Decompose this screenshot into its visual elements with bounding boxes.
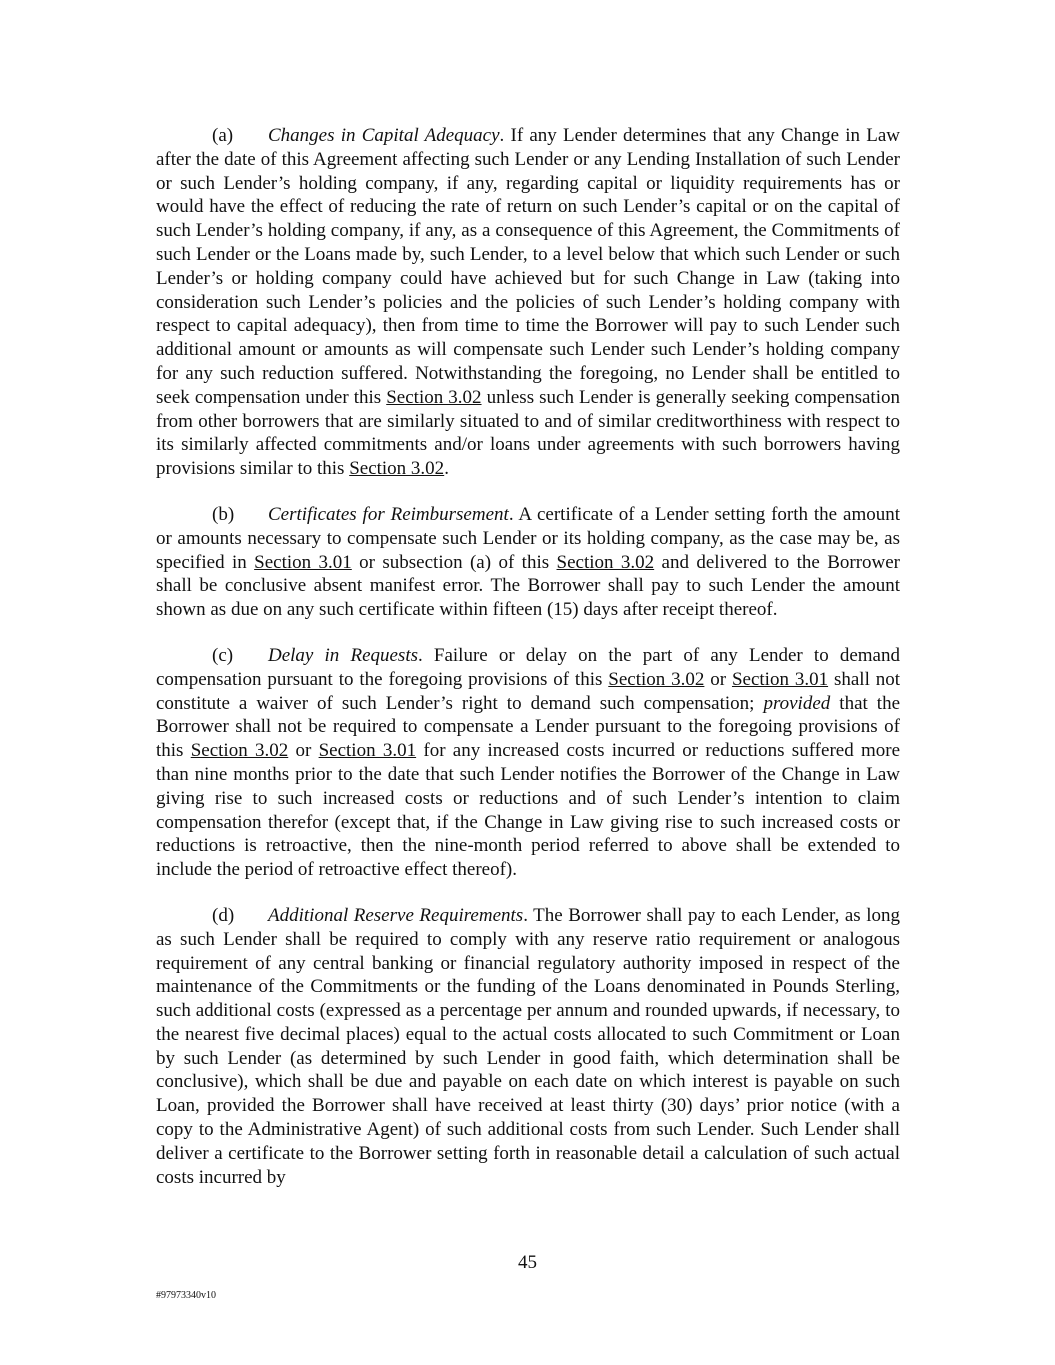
document-id: #97973340v10 (156, 1290, 216, 1301)
section-label: (a) (212, 125, 234, 146)
italic-term: provided (763, 692, 831, 714)
section-label: (b) (212, 503, 235, 525)
section-a-paragraph (156, 124, 900, 481)
section-label: (c) (212, 644, 234, 666)
section-label: (d) (212, 904, 235, 926)
section-title: Certificates for Reimbursement (268, 503, 509, 525)
paragraph-text: . A certificate of a Lender setting forth the amount or amounts necessary to compensate such Lender or its holding company, as the case may be, as specified in (156, 503, 900, 573)
paragraph-text: or (288, 740, 319, 762)
section-title: Changes in Capital Adequacy (268, 125, 500, 146)
section-title: Additional Reserve Requirements (268, 904, 524, 926)
paragraph-text: or (704, 668, 732, 690)
section-reference-link: Section 3.02 (608, 668, 705, 690)
paragraph-text: . The Borrower shall pay to each Lender, as long as such Lender shall be required to comply with any reserve ratio requirement or analogous requirement of any central banking or financial regulatory authority imposed in respect of the maintenance of the Commitments or the funding of the Loans denominated in Pounds Sterling, such additional costs (expressed as a percentage per annum and rounded upwards, if necessary, to the nearest five decimal places) equal to the actual costs allocated to such Commitment or Loan by such Lender (as determined by such Lender in good faith, which determination shall be conclusive), which shall be due and payable on each date on which interest is payable on such Loan, provided the Borrower shall have received at least thirty (30) days’ prior notice (with a copy to the Administrative Agent) of such additional costs from such Lender. Such Lender shall deliver a certificate to the Borrower setting forth in reasonable detail a calculation of such actual costs incurred by (156, 904, 901, 1188)
section-b-paragraph (156, 503, 900, 622)
paragraph-text: for any increased costs incurred or reductions suffered more than nine months prior to the date that such Lender notifies the Borrower of the Change in Law giving rise to such increased costs or reductions and of such Lender’s intention to claim compensation therefor (except that, if the Change in Law giving rise to such increased costs or reductions is retroactive, then the nine-month period referred to above shall be extended to include the period of retroactive effect thereof). (156, 740, 901, 881)
paragraph-text: that the Borrower shall not be required to compensate a Lender pursuant to the foregoing provisions of this (156, 692, 901, 762)
section-reference-link: Section 3.02 (349, 458, 445, 480)
section-title: Delay in Requests (268, 644, 418, 666)
section-d-paragraph (156, 904, 900, 1190)
section-reference-link: Section 3.01 (254, 551, 352, 573)
paragraph-text: shall not constitute a waiver of such Lender’s right to demand such compensation; (156, 668, 901, 714)
page-number: 45 (518, 1252, 537, 1273)
section-reference-link: Section 3.02 (556, 551, 655, 573)
section-reference-link: Section 3.02 (190, 740, 289, 762)
paragraph-text: and delivered to the Borrower shall be conclusive absent manifest error. The Borrower shall pay to such Lender the amount shown as due on any such certificate within fifteen (15) days after receipt thereof. (156, 551, 901, 621)
paragraph-text: . Failure or delay on the part of any Lender to demand compensation pursuant to the foregoing provisions of this (156, 644, 900, 690)
paragraph-text: unless such Lender is generally seeking compensation from other borrowers that are similarly situated to and of similar creditworthiness with respect to its similarly affected commitments and/or loans under agreements with such borrowers having provisions similar to this (156, 386, 900, 480)
paragraph-text: or subsection (a) of this (351, 551, 557, 573)
section-reference-link: Section 3.01 (731, 668, 829, 690)
paragraph-text: . (444, 458, 449, 480)
section-reference-link: Section 3.02 (386, 386, 482, 408)
section-reference-link: Section 3.01 (318, 740, 417, 762)
paragraph-text: . If any Lender determines that any Change in Law after the date of this Agreement affecting such Lender or any Lending Installation of such Lender or such Lender’s holding company, if any, regarding capital or liquidity requirements has or would have the effect of reducing the rate of return on such Lender’s capital or on the capital of such Lender’s holding company, if any, as a consequence of this Agreement, the Commitments of such Lender or the Loans made by, such Lender, to a level below that which such Lender or such Lender’s or holding company could have achieved but for such Change in Law (taking into consideration such Lender’s policies and the policies of such Lender’s holding company with respect to capital adequacy), then from time to time the Borrower will pay to such Lender such additional amount or amounts as will compensate such Lender such Lender’s holding company for any such reduction suffered. Notwithstanding the foregoing, no Lender shall be entitled to seek compensation under this (156, 125, 900, 408)
section-c-paragraph (156, 644, 900, 882)
document-body (156, 124, 900, 1211)
